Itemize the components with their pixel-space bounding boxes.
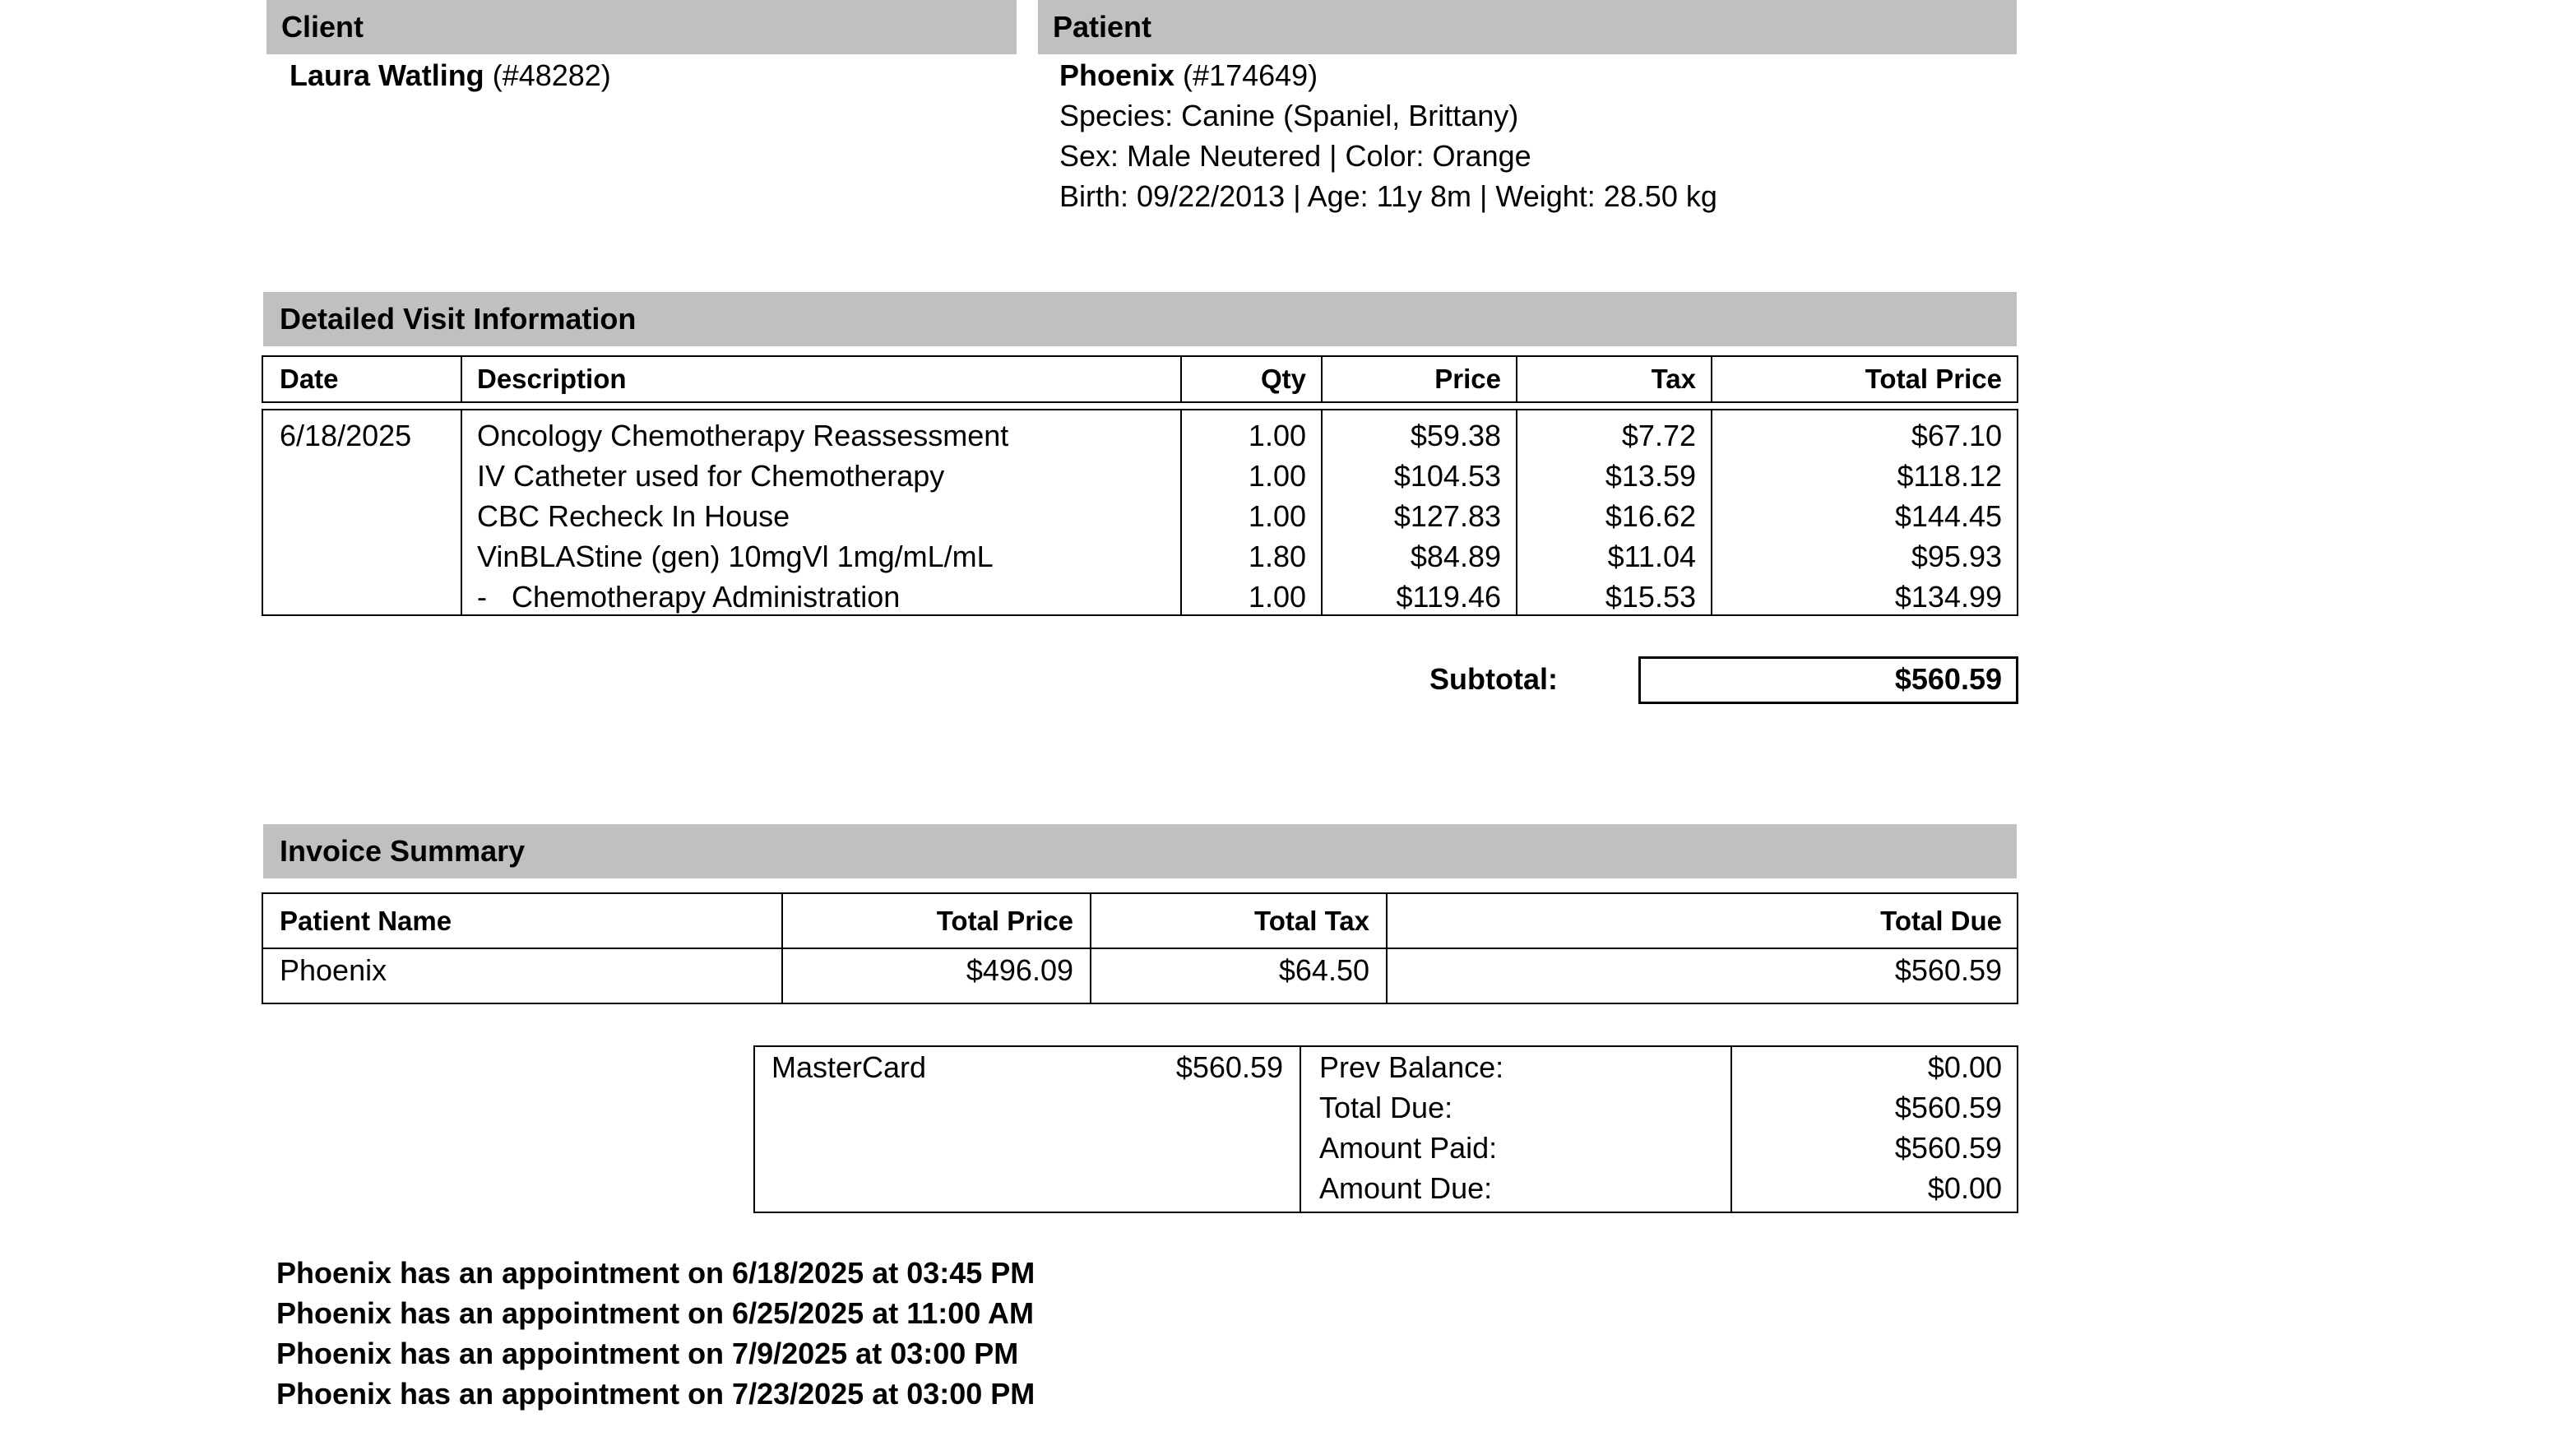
list-item-qty: 1.00 — [1248, 459, 1306, 493]
col-tax: Tax — [1651, 364, 1696, 394]
summary-col-patient-name: Patient Name — [280, 906, 452, 936]
list-item-tax: $11.04 — [1607, 540, 1696, 573]
amount-due-label: Amount Due: — [1319, 1171, 1493, 1205]
list-item-description: IV Catheter used for Chemotherapy — [477, 459, 945, 493]
client-header: Client — [266, 0, 1017, 54]
client-info — [290, 58, 611, 94]
list-item-tax: $16.62 — [1605, 499, 1696, 533]
col-total-price: Total Price — [1865, 364, 2002, 394]
patient-species: Species: Canine (Spaniel, Brittany) — [1059, 99, 1519, 132]
list-item-price: $59.38 — [1410, 419, 1501, 452]
list-item-qty: 1.00 — [1248, 419, 1306, 452]
summary-col-total-due: Total Due — [1880, 906, 2002, 936]
list-item-description: - Chemotherapy Administration — [477, 580, 901, 614]
appointment-line: Phoenix has an appointment on 7/9/2025 at 03:00 PM — [276, 1337, 1019, 1370]
list-item-qty: 1.80 — [1248, 540, 1306, 573]
list-item-total: $134.99 — [1894, 580, 2002, 614]
appointment-line: Phoenix has an appointment on 7/23/2025 at 03:00 PM — [276, 1377, 1035, 1411]
summary-col-total-price: Total Price — [936, 906, 1073, 936]
list-item-description: CBC Recheck In House — [477, 499, 790, 533]
col-price: Price — [1434, 364, 1501, 394]
patient-id: (#174649) — [1183, 58, 1318, 92]
summary-total-due: $560.59 — [1894, 953, 2002, 987]
client-id: (#48282) — [492, 58, 611, 92]
payment-amount: $560.59 — [1175, 1050, 1283, 1084]
visit-date: 6/18/2025 — [280, 419, 412, 452]
amount-paid-label: Amount Paid: — [1319, 1131, 1498, 1165]
list-item-total: $118.12 — [1897, 459, 2002, 493]
list-item-tax: $13.59 — [1605, 459, 1696, 493]
subtotal-label: Subtotal: — [1429, 662, 1558, 696]
list-item-qty: 1.00 — [1248, 580, 1306, 614]
summary-patient-name: Phoenix — [280, 953, 387, 987]
list-item-description: Oncology Chemotherapy Reassessment — [477, 419, 1009, 452]
col-description: Description — [477, 364, 627, 394]
list-item-price: $119.46 — [1396, 580, 1501, 614]
subtotal-value: $560.59 — [1894, 662, 2002, 696]
amount-due-value: $0.00 — [1927, 1171, 2002, 1205]
list-item-tax: $15.53 — [1605, 580, 1696, 614]
patient-header: Patient — [1038, 0, 2017, 54]
amount-paid-value: $560.59 — [1894, 1131, 2002, 1165]
appointment-line: Phoenix has an appointment on 6/25/2025 at 11:00 AM — [276, 1296, 1034, 1330]
list-item-price: $84.89 — [1410, 540, 1501, 573]
total-due-label: Total Due: — [1319, 1091, 1453, 1124]
col-qty: Qty — [1260, 364, 1306, 394]
patient-name: Phoenix — [1059, 58, 1175, 92]
list-item-qty: 1.00 — [1248, 499, 1306, 533]
patient-name-line — [1059, 58, 1318, 94]
col-date: Date — [280, 364, 339, 394]
summary-col-total-tax: Total Tax — [1254, 906, 1369, 936]
prev-balance-label: Prev Balance: — [1319, 1050, 1504, 1084]
summary-total-price: $496.09 — [966, 953, 1073, 987]
summary-total-tax: $64.50 — [1278, 953, 1369, 987]
list-item-price: $127.83 — [1393, 499, 1501, 533]
list-item-total: $144.45 — [1894, 499, 2002, 533]
list-item-price: $104.53 — [1393, 459, 1501, 493]
list-item-tax: $7.72 — [1621, 419, 1696, 452]
list-item-total: $95.93 — [1911, 540, 2002, 573]
payment-method: MasterCard — [771, 1050, 927, 1084]
total-due-value: $560.59 — [1894, 1091, 2002, 1124]
patient-birth-age-weight: Birth: 09/22/2013 | Age: 11y 8m | Weight: 28.50 kg — [1059, 179, 1717, 213]
visit-header: Detailed Visit Information — [263, 292, 2017, 346]
patient-sex-color: Sex: Male Neutered | Color: Orange — [1059, 139, 1531, 173]
list-item-total: $67.10 — [1911, 419, 2002, 452]
client-name: Laura Watling — [290, 58, 484, 92]
list-item-description: VinBLAStine (gen) 10mgVl 1mg/mL/mL — [477, 540, 994, 573]
summary-header: Invoice Summary — [263, 824, 2017, 878]
prev-balance-value: $0.00 — [1927, 1050, 2002, 1084]
appointment-line: Phoenix has an appointment on 6/18/2025 at 03:45 PM — [276, 1256, 1035, 1290]
